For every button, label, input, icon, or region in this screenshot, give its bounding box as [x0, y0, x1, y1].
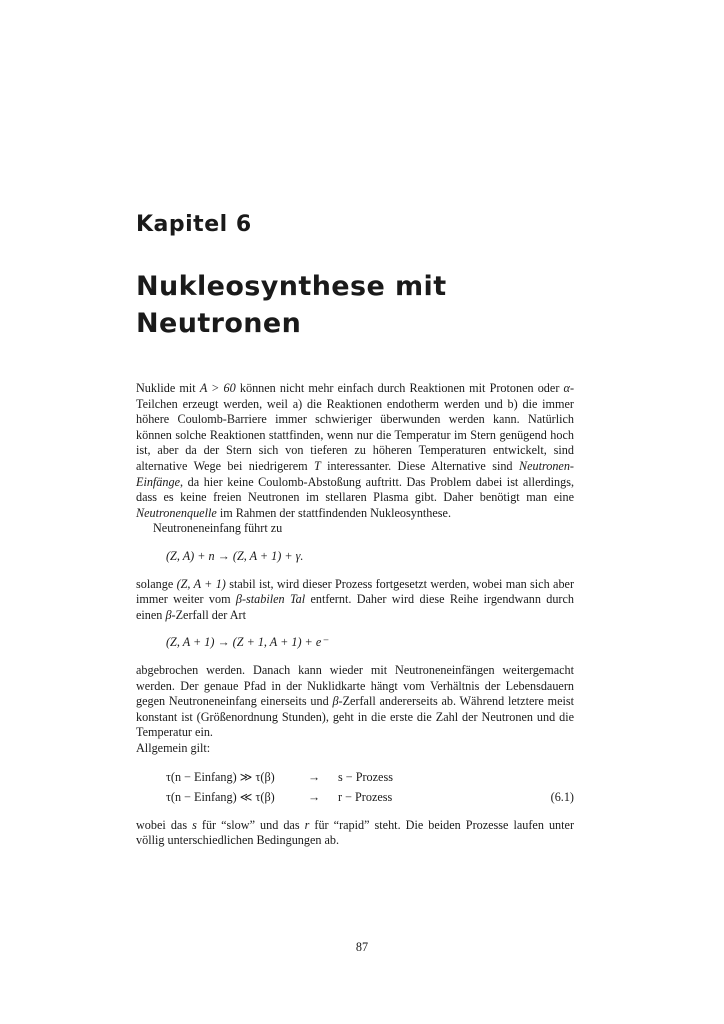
equation-neutron-capture: (Z, A) + n → (Z, A + 1) + γ.	[166, 548, 304, 563]
equation-row-s-process	[166, 768, 574, 788]
text-run: für “rapid” steht. Die beiden Prozesse laufen unter völlig unterschiedlichen Bedingungen ab.	[136, 817, 575, 848]
text-run: abgebrochen werden. Danach kann wieder mit Neutroneneinfängen weitergemacht werden. Der genaue Pfad in der Nuklidkarte hängt vom Verhältnis der Lebensdauern gegen Neutroneneinfang einerseits und	[136, 662, 574, 709]
text-run: , da hier keine Coulomb-Abstoßung auftritt. Das Problem dabei ist allerdings, dass es keine freien Neutronen im stellaren Plasma gibt. Daher benötigt man eine	[136, 474, 574, 505]
equation-lhs: τ(n − Einfang) ≫ τ(β)	[166, 770, 275, 785]
equation-row-r-process	[166, 788, 574, 808]
paragraph-2: Neutroneneinfang führt zu	[153, 521, 283, 536]
math-inline: β	[332, 694, 339, 709]
equation-arrow: →	[308, 770, 321, 785]
page-number: 87	[355, 940, 369, 954]
chapter-title-line-2: Neutronen	[136, 308, 302, 339]
paragraph-3	[136, 577, 574, 624]
math-inline: (Z, A + 1)	[176, 576, 226, 591]
text-run: -Zerfall andererseits ab. Während letztere meist konstant ist (Größenordnung Stunden), geht in die erste die Zahl der Neutronen und die Temperatur ein.	[136, 694, 575, 740]
math-inline: r	[304, 817, 310, 832]
emphasis: Neutronen-Einfänge	[136, 458, 574, 489]
equation-beta-decay: (Z, A + 1) → (Z + 1, A + 1) + e⁻	[166, 635, 328, 650]
equation-number-empty	[504, 768, 574, 788]
paragraph-4	[136, 663, 574, 741]
text-run: Nuklide mit	[136, 381, 200, 395]
emphasis: Neutronenquelle	[136, 505, 217, 520]
math-inline: β	[165, 607, 172, 622]
equation-lhs: τ(n − Einfang) ≪ τ(β)	[166, 790, 275, 805]
text-run: -Zerfall der Art	[171, 607, 246, 622]
text-run: können nicht mehr einfach durch Reaktionen mit Protonen oder	[235, 381, 564, 395]
paragraph-5: Allgemein gilt:	[136, 740, 211, 755]
paragraph-1	[136, 381, 574, 521]
text-run: -Teilchen erzeugt werden, weil a) die Reaktionen endotherm werden und b) die immer höhere Coulomb-Barriere immer schwieriger überwunden werden kann. Natürlich können solche Reaktionen stattfinden, wenn nur die Temperatur im Stern genügend hoch ist, aber da der Stern sich von tieferen zu höheren Temperaturen entwickelt, sind alternative Wege bei niedrigerem	[136, 381, 574, 473]
equation-arrow: →	[308, 790, 321, 805]
text-run: im Rahmen der stattfindenden Nukleosynthese.	[216, 505, 451, 520]
chapter-title-line-1: Nukleosynthese mit	[136, 271, 447, 302]
text-run: interessanter. Diese Alternative sind	[320, 458, 519, 473]
equation-rhs: s − Prozess	[338, 770, 393, 785]
equation-number: (6.1)	[550, 790, 574, 805]
math-inline: A > 60	[199, 381, 236, 395]
body-text	[136, 381, 574, 849]
math-inline: s	[192, 817, 197, 832]
math-inline: α	[563, 381, 570, 395]
text-run: für “slow” und das	[196, 817, 305, 832]
chapter-label: Kapitel 6	[136, 212, 252, 237]
text-run: entfernt. Daher wird diese Reihe irgendwann durch einen	[136, 592, 574, 622]
equation-rhs: r − Prozess	[338, 790, 393, 805]
paragraph-6	[136, 818, 574, 849]
math-inline: T	[314, 458, 321, 473]
text-run: solange	[136, 576, 177, 591]
equation-6-1	[166, 768, 574, 807]
text-run: stabil ist, wird dieser Prozess fortgesetzt werden, wobei man sich aber immer weiter vom	[136, 576, 575, 607]
emphasis: β-stabilen Tal	[235, 592, 306, 607]
text-run: wobei das	[136, 817, 193, 832]
chapter-title	[136, 268, 576, 342]
